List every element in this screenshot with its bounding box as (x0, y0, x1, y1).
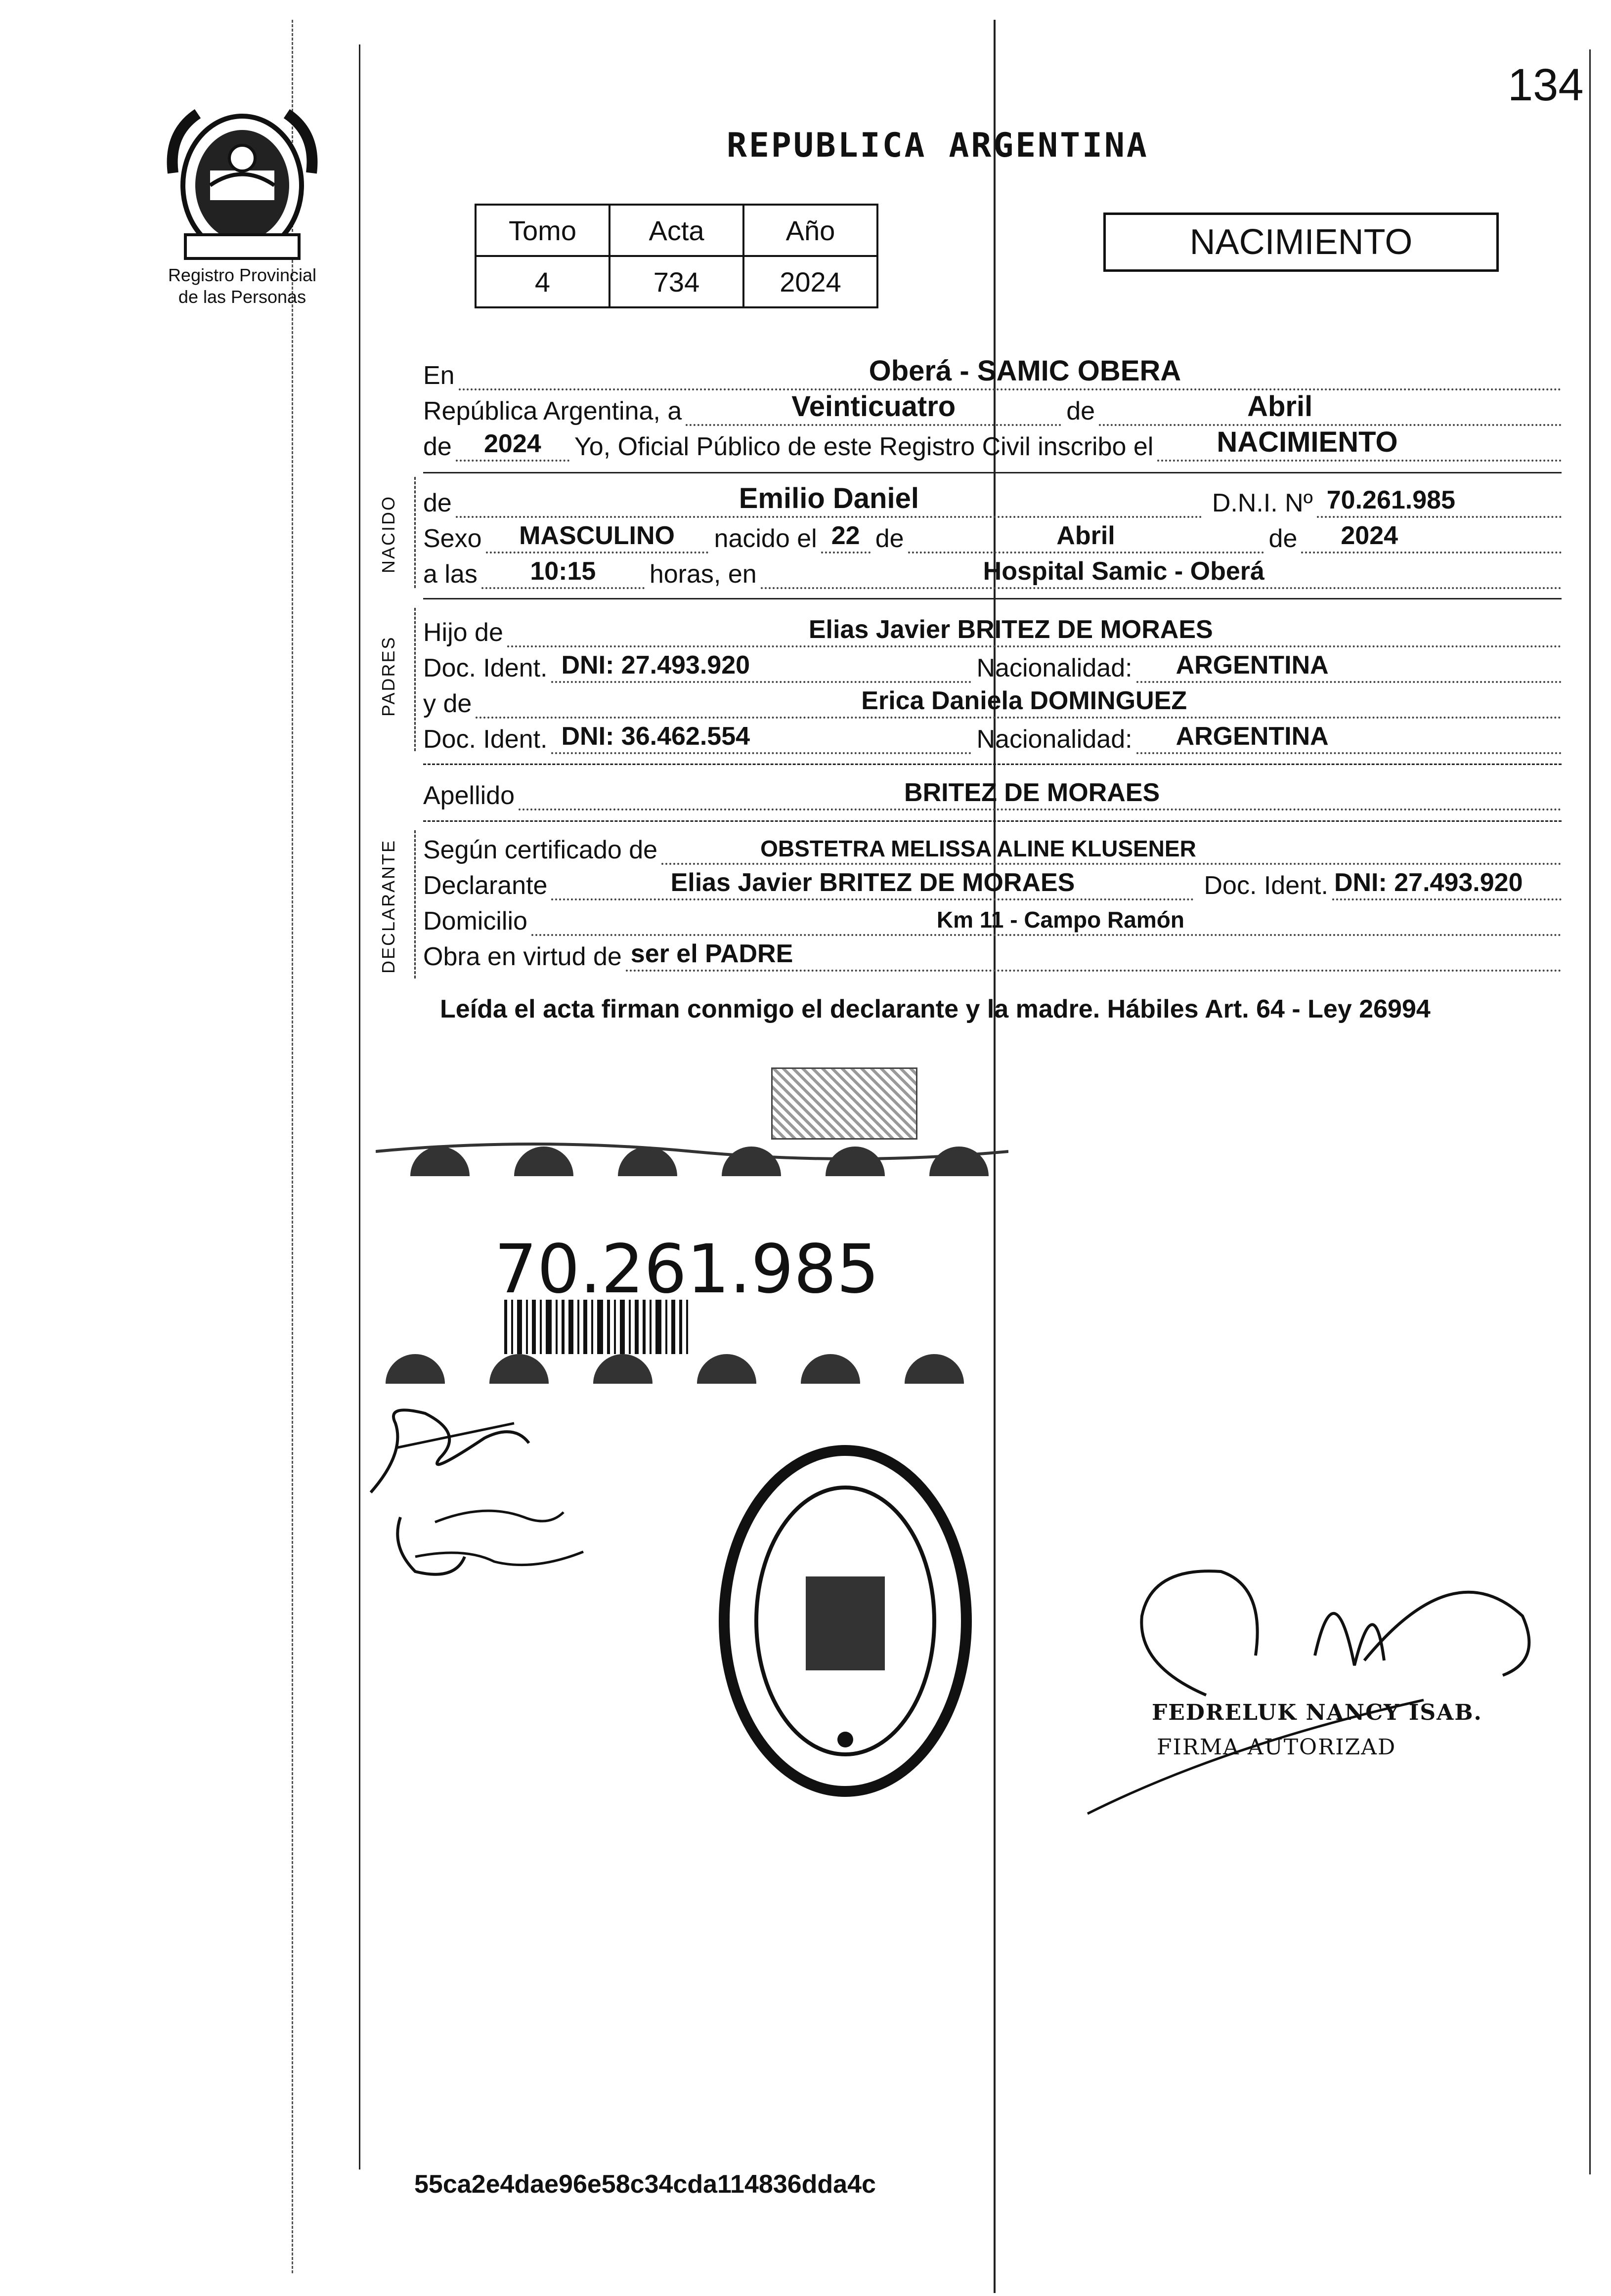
birth-day: 22 (831, 521, 860, 550)
dni-label: D.N.I. Nº (1212, 489, 1313, 517)
row-mother (423, 684, 1562, 719)
padres-bracket (414, 608, 416, 751)
signer-role: FIRMA AUTORIZAD (1157, 1735, 1396, 1760)
day-text: Veinticuatro (791, 390, 956, 423)
horas-label: horas, en (649, 560, 757, 589)
father-nat-label: Nacionalidad: (976, 654, 1132, 682)
mother-doc-label: Doc. Ident. (423, 725, 548, 754)
row-republica (423, 391, 1562, 426)
row-father-doc (423, 648, 1562, 683)
declarante-side-label: DECLARANTE (378, 839, 398, 974)
hijo-de-label: Hijo de (423, 618, 503, 647)
divider-2 (423, 598, 1562, 599)
nacido-de-label-2: de (875, 524, 904, 553)
ref-value-tomo: 4 (476, 256, 610, 307)
mother-name: Erica Daniela DOMINGUEZ (861, 686, 1187, 715)
year-prefix: de (423, 432, 452, 461)
ref-header-tomo: Tomo (476, 205, 610, 256)
nacido-side-label: NACIDO (378, 495, 398, 573)
mother-doc: DNI: 36.462.554 (561, 722, 750, 751)
cert-value: OBSTETRA MELISSA ALINE KLUSENER (760, 836, 1196, 861)
official-seal (717, 1443, 974, 1799)
row-en (423, 356, 1562, 390)
declarante-label: Declarante (423, 871, 548, 900)
apellido-value: BRITEZ DE MORAES (904, 778, 1160, 807)
child-name: Emilio Daniel (739, 482, 919, 514)
obra-value: ser el PADRE (630, 939, 793, 968)
nacido-de-label: de (423, 489, 452, 517)
row-declarante (423, 866, 1562, 900)
country-title: REPUBLICA ARGENTINA (727, 126, 1149, 165)
declarante-doc-label: Doc. Ident. (1204, 871, 1328, 900)
row-sexo (423, 519, 1562, 553)
nacido-de-label-3: de (1268, 524, 1298, 553)
row-mother-doc (423, 720, 1562, 754)
child-dni: 70.261.985 (1326, 486, 1455, 514)
ref-value-acta: 734 (610, 256, 743, 307)
right-margin-line (1589, 49, 1591, 2174)
ref-header-acta: Acta (610, 205, 743, 256)
declarante-bracket (414, 830, 416, 978)
father-doc-label: Doc. Ident. (423, 654, 548, 682)
cert-label: Según certificado de (423, 836, 658, 864)
logo-caption-line2: de las Personas (178, 287, 306, 307)
row-year-statement (423, 427, 1562, 462)
page-number: 134 (1508, 60, 1584, 110)
divider-3 (423, 764, 1562, 765)
left-margin-line (359, 44, 360, 2169)
mother-nat-label: Nacionalidad: (976, 725, 1132, 754)
father-nationality: ARGENTINA (1176, 651, 1329, 680)
left-margin-dash (292, 20, 293, 2273)
statement: Yo, Oficial Público de este Registro Civil inscribo el (574, 432, 1154, 461)
signer-name: FEDRELUK NANCY ISAB. (1152, 1700, 1482, 1725)
domicilio-label: Domicilio (423, 907, 527, 935)
apellido-label: Apellido (423, 781, 515, 810)
mother-nationality: ARGENTINA (1176, 722, 1329, 751)
de-label: de (1066, 397, 1095, 425)
logo-caption-line1: Registro Provincial (168, 265, 317, 285)
registry-place: Oberá - SAMIC OBERA (869, 355, 1181, 387)
declarant-signature (366, 1394, 544, 1507)
father-name: Elias Javier BRITEZ DE MORAES (808, 615, 1213, 644)
mother-signature (386, 1497, 603, 1596)
intro-month: Abril (1247, 390, 1313, 423)
obra-label: Obra en virtud de (423, 942, 622, 971)
father-doc: DNI: 27.493.920 (561, 651, 750, 680)
reference-table (475, 204, 878, 308)
hologram-patch (771, 1067, 917, 1140)
intro-year: 2024 (484, 429, 541, 458)
nacido-el-label: nacido el (714, 524, 817, 553)
row-father (423, 613, 1562, 647)
row-apellido (423, 776, 1562, 810)
row-nacido-name (423, 483, 1562, 518)
padres-side-label: PADRES (378, 636, 398, 717)
en-label: En (423, 361, 455, 390)
birth-time: 10:15 (530, 557, 596, 586)
inscribe-type: NACIMIENTO (1217, 426, 1398, 458)
republic-label: República Argentina, a (423, 397, 682, 425)
authorized-signature (1078, 1557, 1587, 1824)
nacido-bracket (414, 477, 416, 588)
province-logo (163, 104, 321, 262)
label-dni-number: 70.261.985 (494, 1231, 879, 1309)
declarante-name: Elias Javier BRITEZ DE MORAES (670, 868, 1075, 897)
domicilio-value: Km 11 - Campo Ramón (936, 907, 1184, 933)
divider-1 (423, 472, 1562, 473)
divider-4 (423, 820, 1562, 822)
ref-value-anio: 2024 (743, 256, 877, 307)
birth-year: 2024 (1341, 521, 1398, 550)
legal-footnote: Leída el acta firman conmigo el declarante y la madre. Hábiles Art. 64 - Ley 26994 (440, 995, 1431, 1023)
record-type-box: NACIMIENTO (1103, 213, 1499, 272)
row-domicilio (423, 901, 1562, 936)
sexo-label: Sexo (423, 524, 482, 553)
document-hash: 55ca2e4dae96e58c34cda114836dda4c (414, 2170, 876, 2199)
child-sex: MASCULINO (519, 521, 675, 550)
logo-caption (148, 264, 336, 308)
declarante-doc: DNI: 27.493.920 (1334, 868, 1523, 897)
birth-place: Hospital Samic - Oberá (983, 557, 1264, 586)
row-certificado (423, 830, 1562, 865)
row-obra (423, 937, 1562, 972)
ref-header-anio: Año (743, 205, 877, 256)
row-hora (423, 554, 1562, 589)
y-de-label: y de (423, 689, 472, 718)
a-las-label: a las (423, 560, 478, 589)
birth-month: Abril (1056, 521, 1115, 550)
